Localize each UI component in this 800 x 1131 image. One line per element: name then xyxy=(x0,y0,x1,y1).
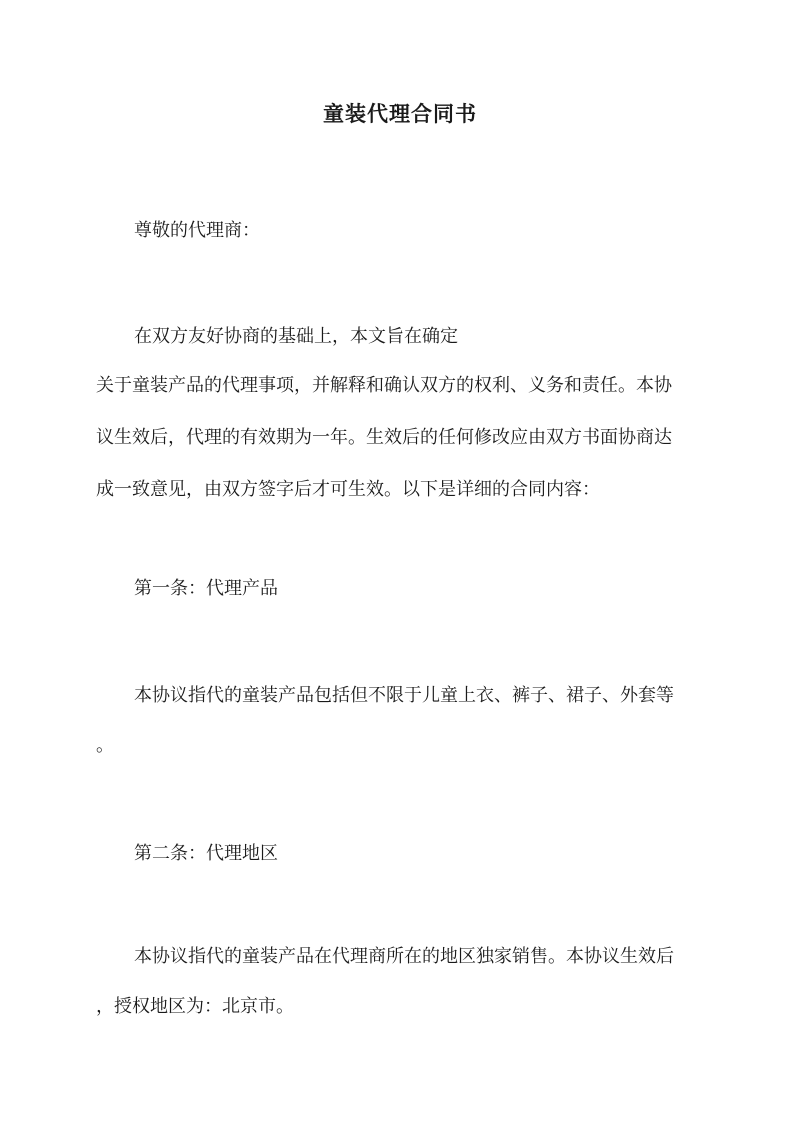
intro-paragraph-line-1: 在双方友好协商的基础上，本文旨在确定 xyxy=(134,326,458,347)
salutation: 尊敬的代理商： xyxy=(134,220,260,241)
article-1-text-line-1: 本协议指代的童装产品包括但不限于儿童上衣、裤子、裙子、外套等 xyxy=(134,685,674,706)
article-1-text-line-2: 。 xyxy=(96,735,114,756)
article-2-text-line-2: ，授权地区为：北京市。 xyxy=(96,996,294,1017)
article-1-heading: 第一条：代理产品 xyxy=(134,578,278,599)
document-title: 童装代理合同书 xyxy=(323,101,477,126)
article-2-text-line-1: 本协议指代的童装产品在代理商所在的地区独家销售。本协议生效后 xyxy=(134,946,674,967)
intro-paragraph-line-4: 成一致意见，由双方签字后才可生效。以下是详细的合同内容： xyxy=(96,479,600,500)
intro-paragraph-line-2: 关于童装产品的代理事项，并解释和确认双方的权利、义务和责任。本协 xyxy=(96,375,672,396)
intro-paragraph-line-3: 议生效后，代理的有效期为一年。生效后的任何修改应由双方书面协商达 xyxy=(96,427,672,448)
article-2-heading: 第二条：代理地区 xyxy=(134,843,278,864)
